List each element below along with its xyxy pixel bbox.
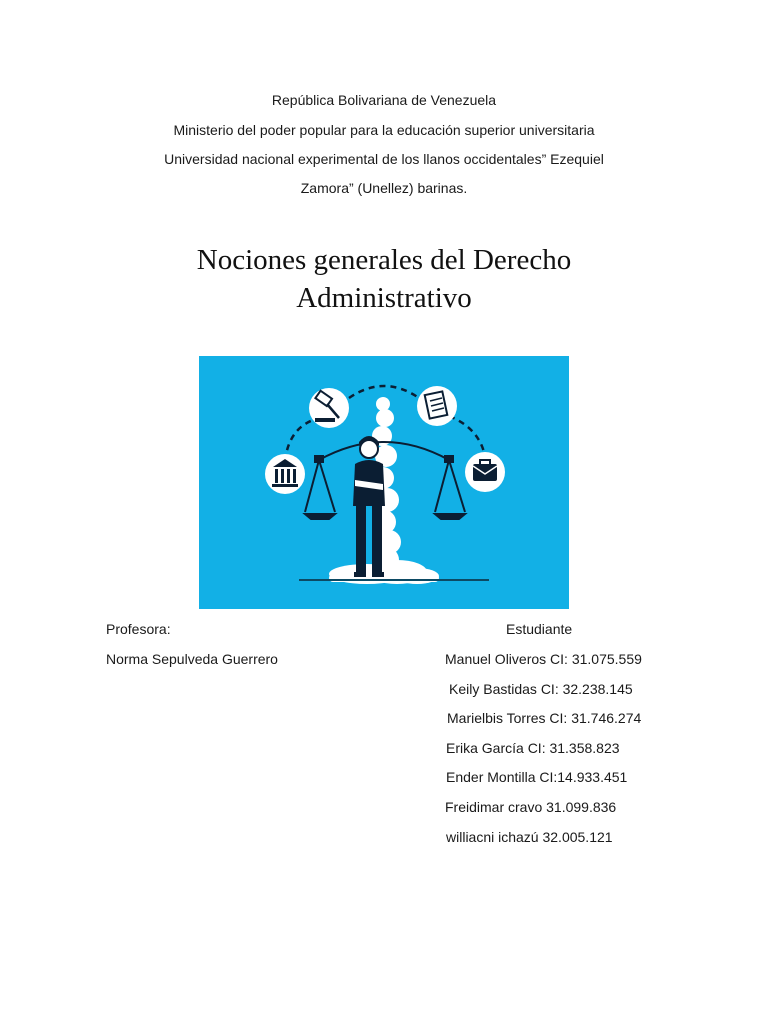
- student-6: Freidimar cravo 31.099.836: [445, 799, 617, 815]
- students-label: Estudiante: [506, 621, 573, 637]
- professor-name: Norma Sepulveda Guerrero: [106, 651, 278, 667]
- document-title-line-1: Nociones generales del Derecho: [196, 244, 572, 276]
- student-3: Marielbis Torres CI: 31.746.274: [447, 710, 642, 726]
- bank-icon: [265, 454, 305, 494]
- document-icon: [417, 386, 457, 426]
- cover-illustration: [199, 356, 569, 609]
- document-title-line-2: Administrativo: [296, 282, 472, 314]
- header-line-university-cont: Zamora” (Unellez) barinas.: [300, 180, 468, 196]
- header-line-ministry: Ministerio del poder popular para la educación superior universitaria: [173, 122, 595, 138]
- student-5: Ender Montilla CI:14.933.451: [446, 769, 628, 785]
- header-line-republic: República Bolivariana de Venezuela: [271, 92, 497, 108]
- scales-of-justice-illustration: [199, 356, 569, 609]
- briefcase-icon: [465, 452, 505, 492]
- student-1: Manuel Oliveros CI: 31.075.559: [445, 651, 642, 667]
- student-7: williacni ichazú 32.005.121: [446, 829, 613, 845]
- student-4: Erika García CI: 31.358.823: [446, 740, 620, 756]
- gavel-icon: [309, 388, 349, 428]
- student-2: Keily Bastidas CI: 32.238.145: [449, 681, 633, 697]
- header-line-university: Universidad nacional experimental de los llanos occidentales” Ezequiel: [164, 151, 604, 167]
- professor-label: Profesora:: [106, 621, 171, 637]
